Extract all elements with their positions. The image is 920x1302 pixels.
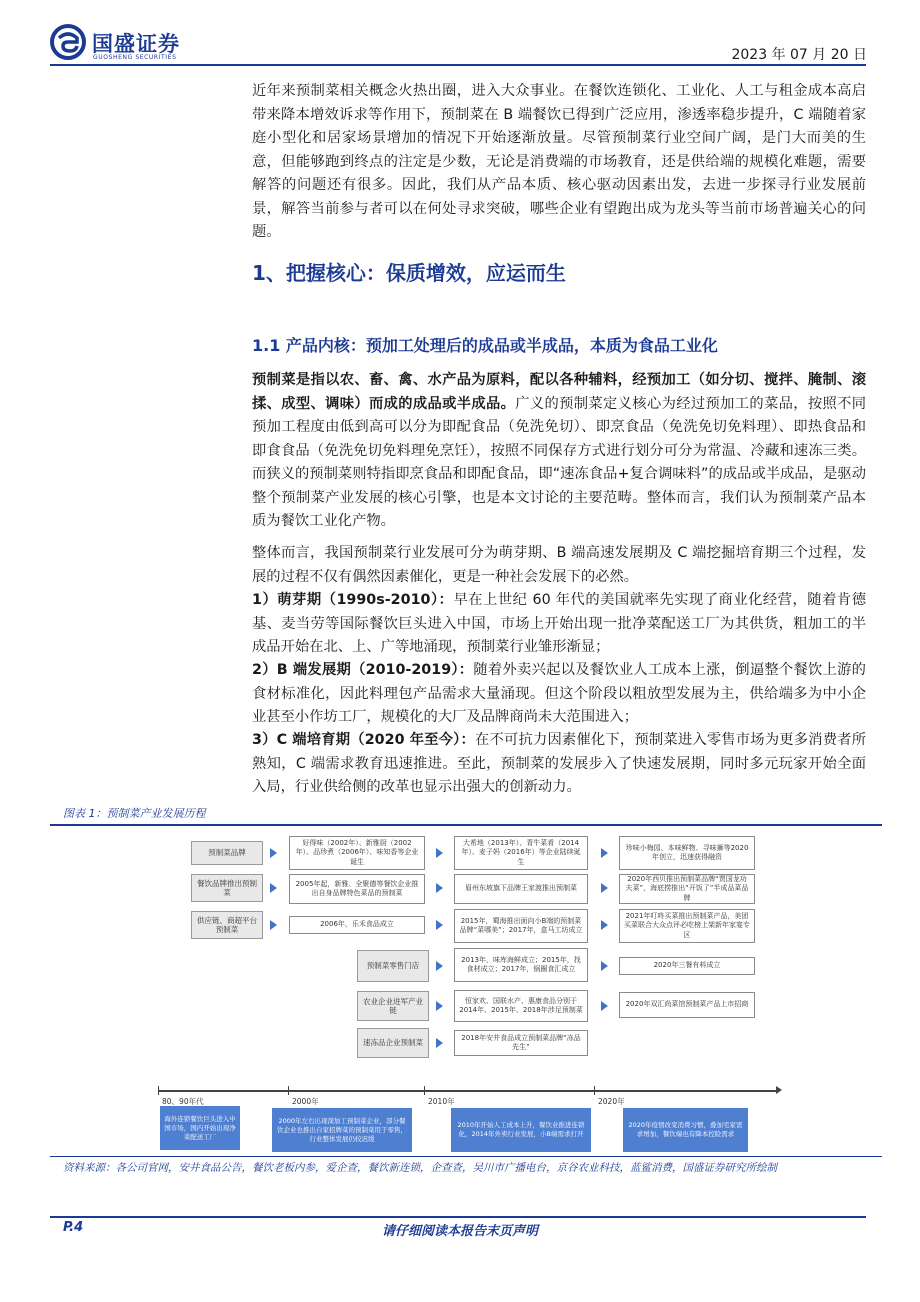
timeline-arrow-icon xyxy=(776,1086,782,1094)
row1-box-2020s: 珍味小梅园、本味鲜物、寻味狮等2020年创立，迅速获得融资 xyxy=(619,836,755,870)
timeline-tick xyxy=(288,1086,289,1095)
arrow-icon xyxy=(601,1001,608,1011)
arrow-icon xyxy=(270,883,277,893)
category-supply-chain: 供应链、商超平台预制菜 xyxy=(191,911,263,939)
row2-box-2000s: 2005年起，新雅、全聚德等餐饮企业推出自身品牌特色菜品的预制菜 xyxy=(289,874,425,904)
row2-box-2020s: 2020年西贝推出预制菜品牌“贾国龙功夫菜”，海底捞推出“开饭了”半成品菜品牌 xyxy=(619,874,755,904)
stage-2-label: 2）B 端发展期（2010-2019）： xyxy=(252,662,474,678)
figure-top-rule xyxy=(50,824,882,826)
guosheng-logo-icon xyxy=(50,24,86,60)
stage-2 xyxy=(252,659,866,730)
arrow-icon xyxy=(436,961,443,971)
arrow-icon xyxy=(436,848,443,858)
row6-box-2010s: 2018年安井食品成立预制菜品牌“冻品先生” xyxy=(454,1030,588,1056)
timeline-axis xyxy=(158,1090,778,1092)
arrow-icon xyxy=(601,961,608,971)
row4-box-2010s: 2013年，味库海鲜成立；2015年，找食材成立；2017年，锅圈食汇成立 xyxy=(454,948,588,982)
category-frozen-food: 速冻品企业预制菜 xyxy=(357,1028,429,1058)
era-label-2010: 2010年 xyxy=(428,1097,455,1106)
section-1-heading: 1、把握核心：保质增效，应运而生 xyxy=(252,261,566,285)
figure-bottom-rule xyxy=(50,1156,882,1157)
timeline-tick xyxy=(594,1086,595,1095)
footer-divider xyxy=(50,1216,866,1218)
row2-box-2010s: 眉州东坡旗下品牌王家渡推出预制菜 xyxy=(454,874,588,904)
row1-box-2000s: 好得味（2002年）、新雅厨（2002年）、品珍煮（2006年）、味知香等企业诞生 xyxy=(289,836,425,870)
stage-2-text: 随着外卖兴起以及餐饮业人工成本上涨，倒逼整个餐饮上游的食材标准化，因此料理包产品需求大量涌现。但这个阶段以粗放型发展为主，供给端多为中小企业甚至小作坊工厂，规模化的大厂及品牌商尚未大范围进入； xyxy=(252,662,866,725)
stages-intro: 整体而言，我国预制菜行业发展可分为萌芽期、B 端高速发展期及 C 端挖掘培育期三个过程，发展的过程不仅有偶然因素催化，更是一种社会发展下的必然。 xyxy=(252,545,866,585)
definition-bold: 预制菜是指以农、畜、禽、水产品为原料，配以各种辅料，经预加工（如分切、搅拌、腌制、滚揉、成型、调味）而成的成品或半成品。 xyxy=(252,372,866,412)
era-label-2000: 2000年 xyxy=(292,1097,319,1106)
stage-3 xyxy=(252,729,866,800)
row1-box-2010s: 大希地（2013年）、青牛菜肴（2014年）、麦子妈（2016年）等企业陆续诞生 xyxy=(454,836,588,870)
report-date: 2023 年 07 月 20 日 xyxy=(731,47,867,63)
arrow-icon xyxy=(436,920,443,930)
footer-disclaimer: 请仔细阅读本报告末页声明 xyxy=(381,1224,538,1239)
row3-box-2020s: 2021年叮咚买菜推出预制菜产品，美团买菜联合大众点评必吃榜上架新年家宴专区 xyxy=(619,909,755,943)
figure-title: 图表 1：预制菜产业发展历程 xyxy=(63,807,206,820)
arrow-icon xyxy=(436,883,443,893)
brand-subtitle: GUOSHENG SECURITIES xyxy=(93,54,177,61)
stage-1 xyxy=(252,589,866,660)
brand-name: 国盛证券 xyxy=(92,32,180,56)
row3-box-2010s: 2015年，蜀海推出面向小B端的预制菜品牌“菜哪美”；2017年，盒马工坊成立 xyxy=(454,909,588,943)
header-divider xyxy=(50,64,866,66)
era-label-80s90s: 80、90年代 xyxy=(162,1097,204,1106)
figure-source: 资料来源：各公司官网，安井食品公告，餐饮老板内参，爱企查，餐饮新连锁，企查查，吴川市广播电台，京谷农业科技，蓝鲨消费，国盛证券研究所绘制 xyxy=(63,1162,777,1174)
intro-paragraph: 近年来预制菜相关概念火热出圈，进入大众事业。在餐饮连锁化、工业化、人工与租金成本高启带来降本增效诉求等作用下，预制菜在 B 端餐饮已得到广泛应用，渗透率稳步提升，C 端随着家庭小型化和居家场景增加的情况下开始逐渐放量。尽管预制菜行业空间广阔，是门大而美的生意，但能够跑到终点的注定是少数，无论是消费端的市场教育，还是供给端的规模化难题，需要解答的问题还有很多。因此，我们从产品本质、核心驱动因素出发，去进一步探寻行业发展前景，解答当前参与者可以在何处寻求突破，哪些企业有望跑出成为龙头等当前市场普遍关心的问题。 xyxy=(252,83,866,240)
row5-box-2020s: 2020年双汇尚菜馆预制菜产品上市招商 xyxy=(619,992,755,1018)
era-note-2010: 2010年开始人工成本上升，餐饮业推进连锁化，2014年外卖行业发展，小B端需求打开 xyxy=(451,1108,591,1152)
category-agri-enterprise: 农业企业进军产业链 xyxy=(357,991,429,1021)
stage-3-text: 在不可抗力因素催化下，预制菜进入零售市场为更多消费者所熟知，C 端需求教育迅速推进。至此，预制菜的发展步入了快速发展期，同时多元玩家开始全面入局，行业供给侧的改革也显示出强大的创新动力。 xyxy=(252,732,866,795)
arrow-icon xyxy=(601,920,608,930)
arrow-icon xyxy=(270,848,277,858)
page-number: P.4 xyxy=(63,1220,84,1235)
category-retail-store: 预制菜零售门店 xyxy=(357,950,429,982)
arrow-icon xyxy=(601,848,608,858)
timeline-tick xyxy=(424,1086,425,1095)
row4-box-2020s: 2020年三餐有料成立 xyxy=(619,957,755,975)
row5-box-2010s: 恒家欢、国联水产、惠康食品分别于2014年、2015年、2018年涉足预制菜 xyxy=(454,990,588,1022)
category-restaurant-brand: 餐饮品牌推出预制菜 xyxy=(191,874,263,902)
arrow-icon xyxy=(436,1038,443,1048)
stage-1-text: 早在上世纪 60 年代的美国就率先实现了商业化经营，随着肯德基、麦当劳等国际餐饮巨头进入中国，市场上开始出现一批净菜配送工厂为其供货，粗加工的半成品开始在北、上、广等地涌现，预制菜行业雏形渐显； xyxy=(252,592,867,655)
arrow-icon xyxy=(270,920,277,930)
definition-text: 广义的预制菜定义核心为经过预加工的菜品，按照不同预加工程度由低到高可以分为即配食品（免洗免切）、即烹食品（免洗免切免料理）、即热食品和即食食品（免洗免切免料理免烹饪），按照不同保存方式进行划分可分为常温、冷藏和速冻三类。而狭义的预制菜则特指即烹食品和即配食品，即“速冻食品+复合调味料”的成品或半成品，是驱动整个预制菜产业发展的核心引擎，也是本文讨论的主要范畴。整体而言，我们认为预制菜产品本质为餐饮工业化产物。 xyxy=(252,395,867,529)
section-1-1-heading: 1.1 产品内核：预加工处理后的成品或半成品，本质为食品工业化 xyxy=(252,336,718,355)
arrow-icon xyxy=(601,883,608,893)
stage-1-label: 1）萌芽期（1990s-2010）： xyxy=(252,592,454,608)
era-note-80s90s: 海外连锁餐饮巨头进入中国市场，国内开始出现净菜配送工厂 xyxy=(160,1106,240,1150)
row3-box-2000s: 2006年，乐禾食品成立 xyxy=(289,916,425,934)
era-note-2020: 2020年疫情改变消费习惯，叠加宅家需求增加，餐饮端也有降本控险需求 xyxy=(623,1108,748,1152)
arrow-icon xyxy=(436,1001,443,1011)
era-note-2000: 2000年左右出现深加工预制菜企业，部分餐饮企业也推出自家招牌菜的预制菜用于零售，行业整体发展仍较迟缓 xyxy=(272,1108,412,1152)
category-prepared-brand: 预制菜品牌 xyxy=(191,841,263,865)
page-header xyxy=(0,0,920,66)
stage-3-label: 3）C 端培育期（2020 年至今）： xyxy=(252,732,475,748)
definition-paragraph xyxy=(252,369,866,534)
timeline-tick xyxy=(158,1086,159,1095)
era-label-2020: 2020年 xyxy=(598,1097,625,1106)
brand-logo xyxy=(50,24,190,64)
